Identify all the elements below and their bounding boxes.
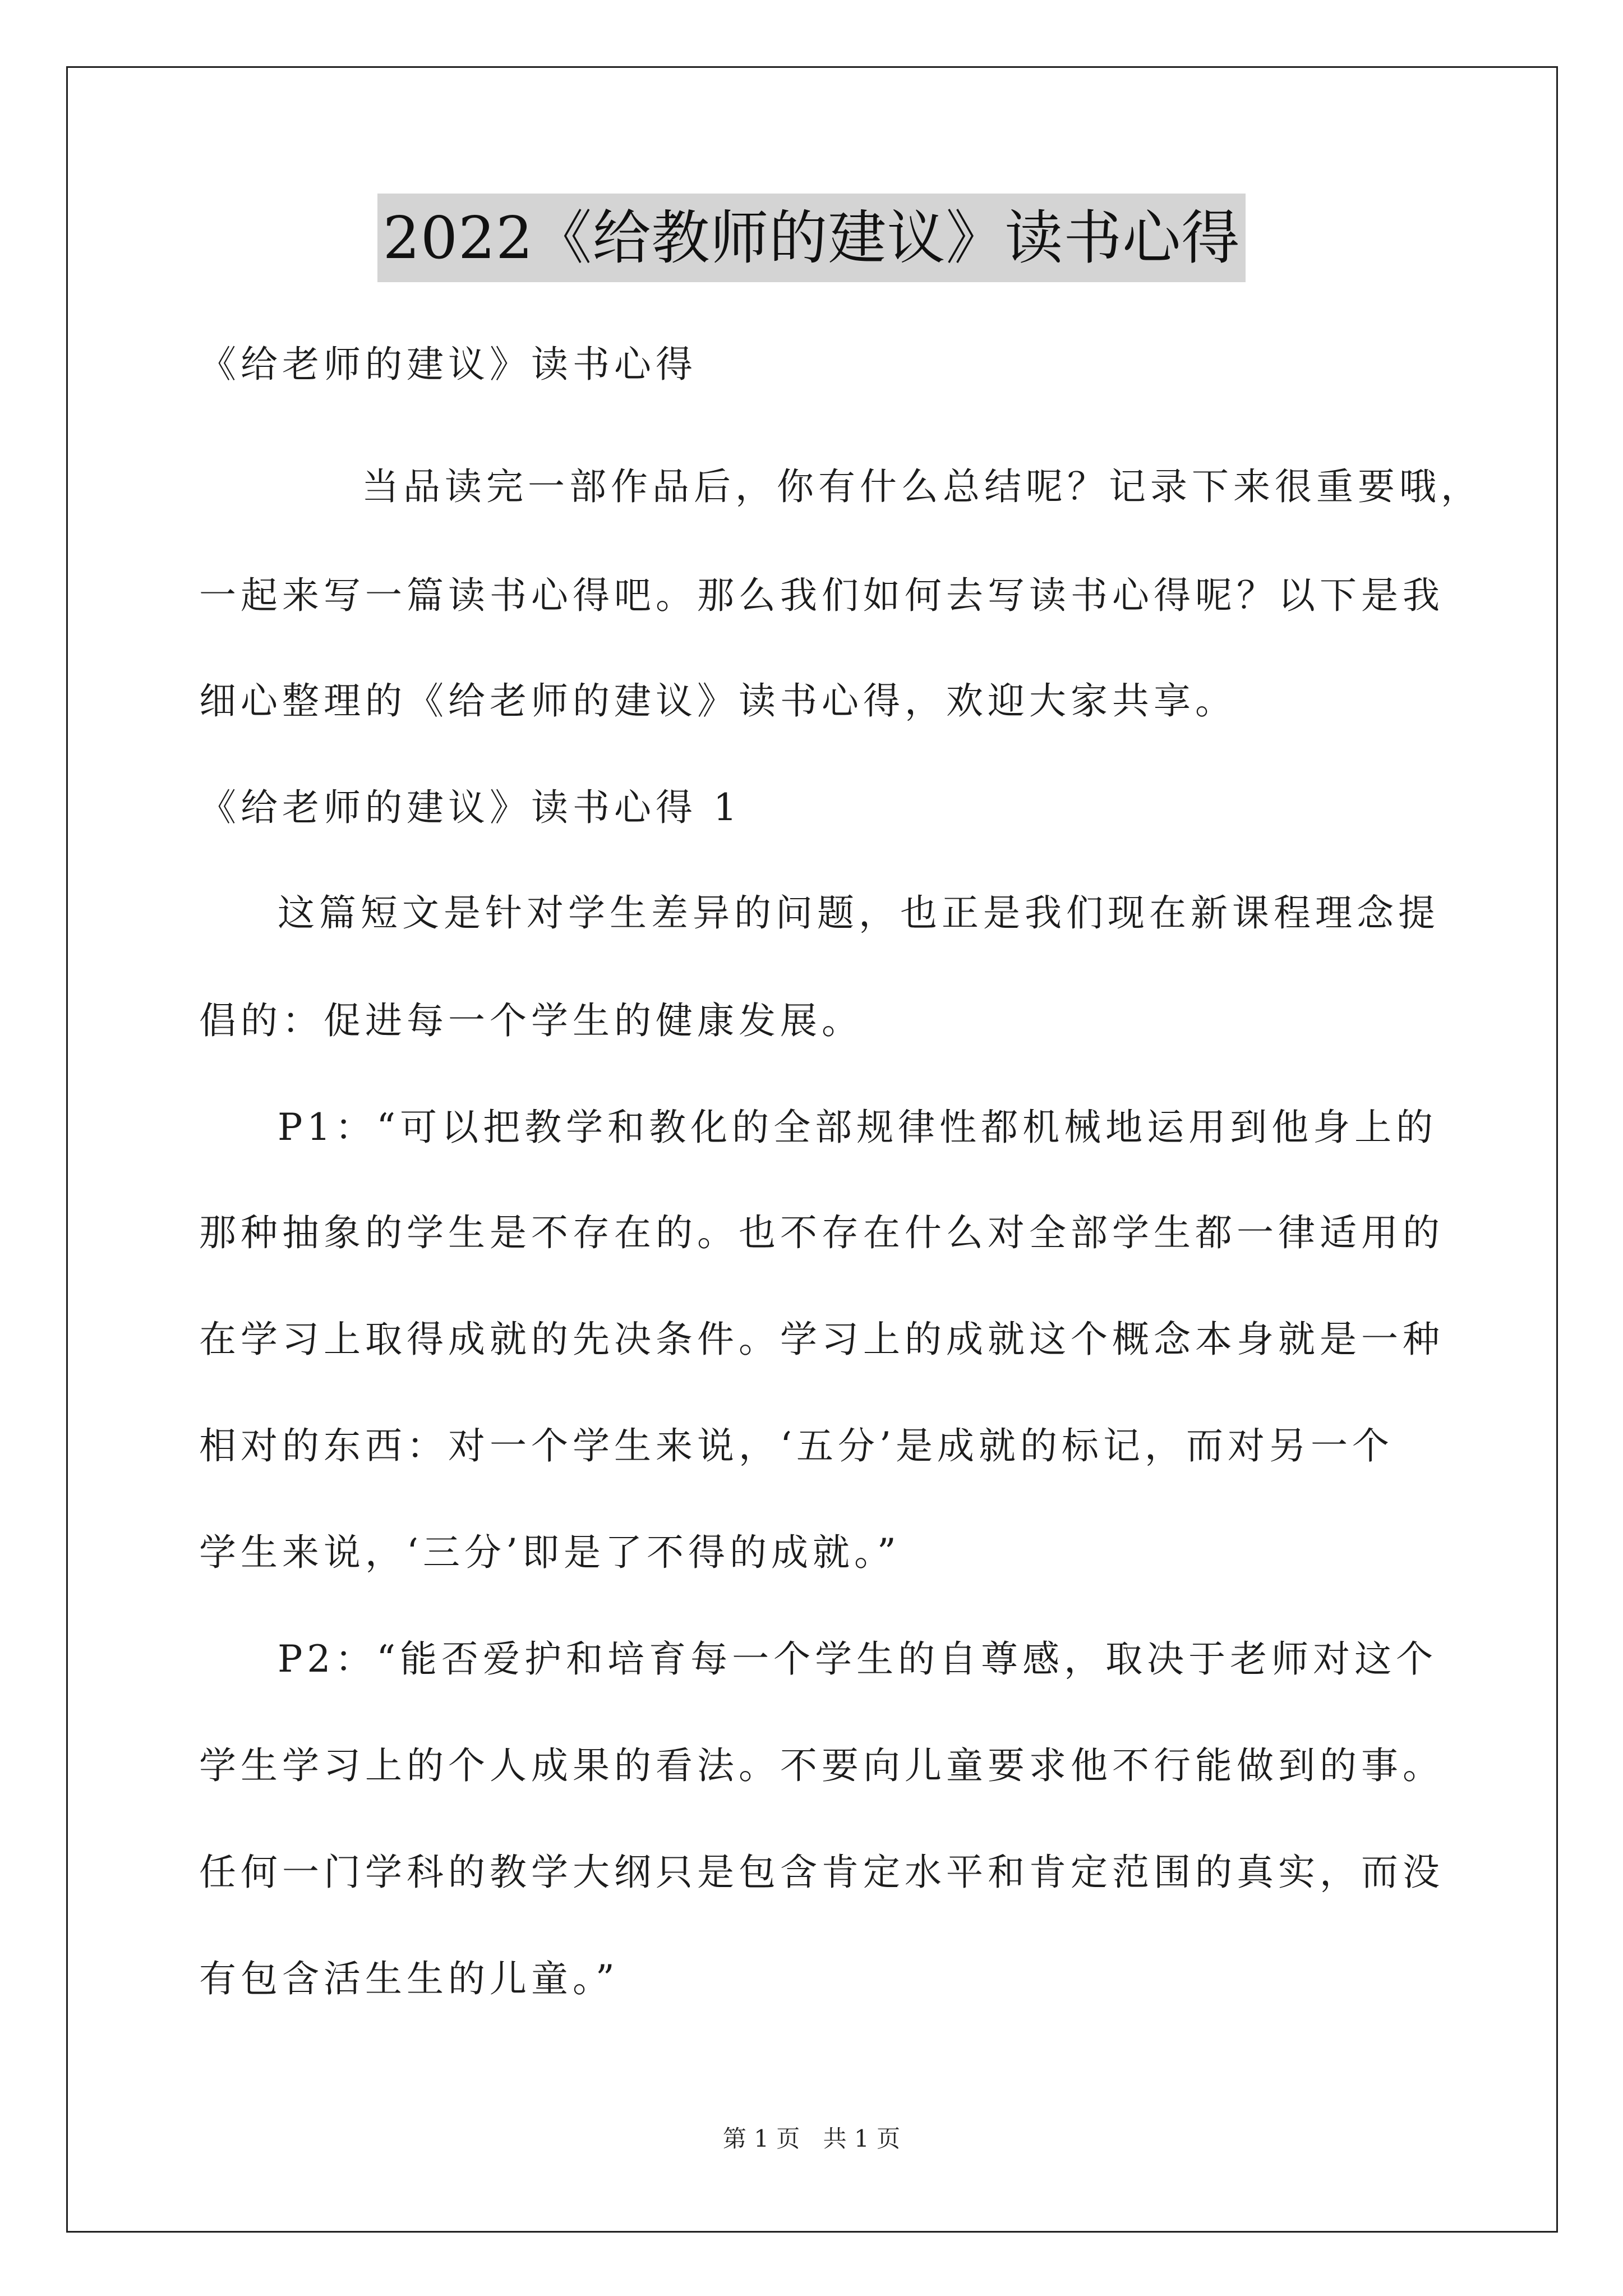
page-total: 共 1 页	[823, 2125, 901, 2152]
page-number: 第 1 页	[722, 2125, 800, 2152]
paragraph-line: 任何一门学科的教学大纲只是包含肯定水平和肯定范围的真实，而没	[199, 1851, 1444, 1894]
section-heading: 《给老师的建议》读书心得 1	[199, 786, 741, 829]
paragraph-line: 在学习上取得成就的先决条件。学习上的成就这个概念本身就是一种	[199, 1318, 1444, 1361]
paragraph-line: 有包含活生生的儿童。”	[199, 1957, 619, 2000]
paragraph-line: 当品读完一部作品后，你有什么总结呢？记录下来很重要哦，	[362, 465, 1482, 508]
page-footer	[0, 2120, 1623, 2154]
paragraph-line: P2：“能否爱护和培育每一个学生的自尊感，取决于老师对这个	[278, 1637, 1438, 1681]
paragraph-line: 那种抽象的学生是不存在的。也不存在什么对全部学生都一律适用的	[199, 1211, 1444, 1254]
paragraph-line: 学生来说，‘三分’即是了不得的成就。”	[199, 1531, 901, 1574]
paragraph-line: 细心整理的《给老师的建议》读书心得，欢迎大家共享。	[199, 679, 1237, 723]
paragraph-line: 一起来写一篇读书心得吧。那么我们如何去写读书心得呢？以下是我	[199, 574, 1444, 617]
title-container	[0, 194, 1623, 282]
paragraph-line: 相对的东西：对一个学生来说，‘五分’是成就的标记，而对另一个	[199, 1424, 1394, 1467]
paragraph-line: P1：“可以把教学和教化的全部规律性都机械地运用到他身上的	[278, 1106, 1438, 1149]
document-title: 2022《给教师的建议》读书心得	[377, 194, 1246, 282]
paragraph-line: 这篇短文是针对学生差异的问题，也正是我们现在新课程理念提	[278, 891, 1440, 935]
paragraph-line: 倡的：促进每一个学生的健康发展。	[199, 999, 863, 1042]
heading-line: 《给老师的建议》读书心得	[199, 343, 697, 386]
paragraph-line: 学生学习上的个人成果的看法。不要向儿童要求他不行能做到的事。	[199, 1744, 1444, 1787]
